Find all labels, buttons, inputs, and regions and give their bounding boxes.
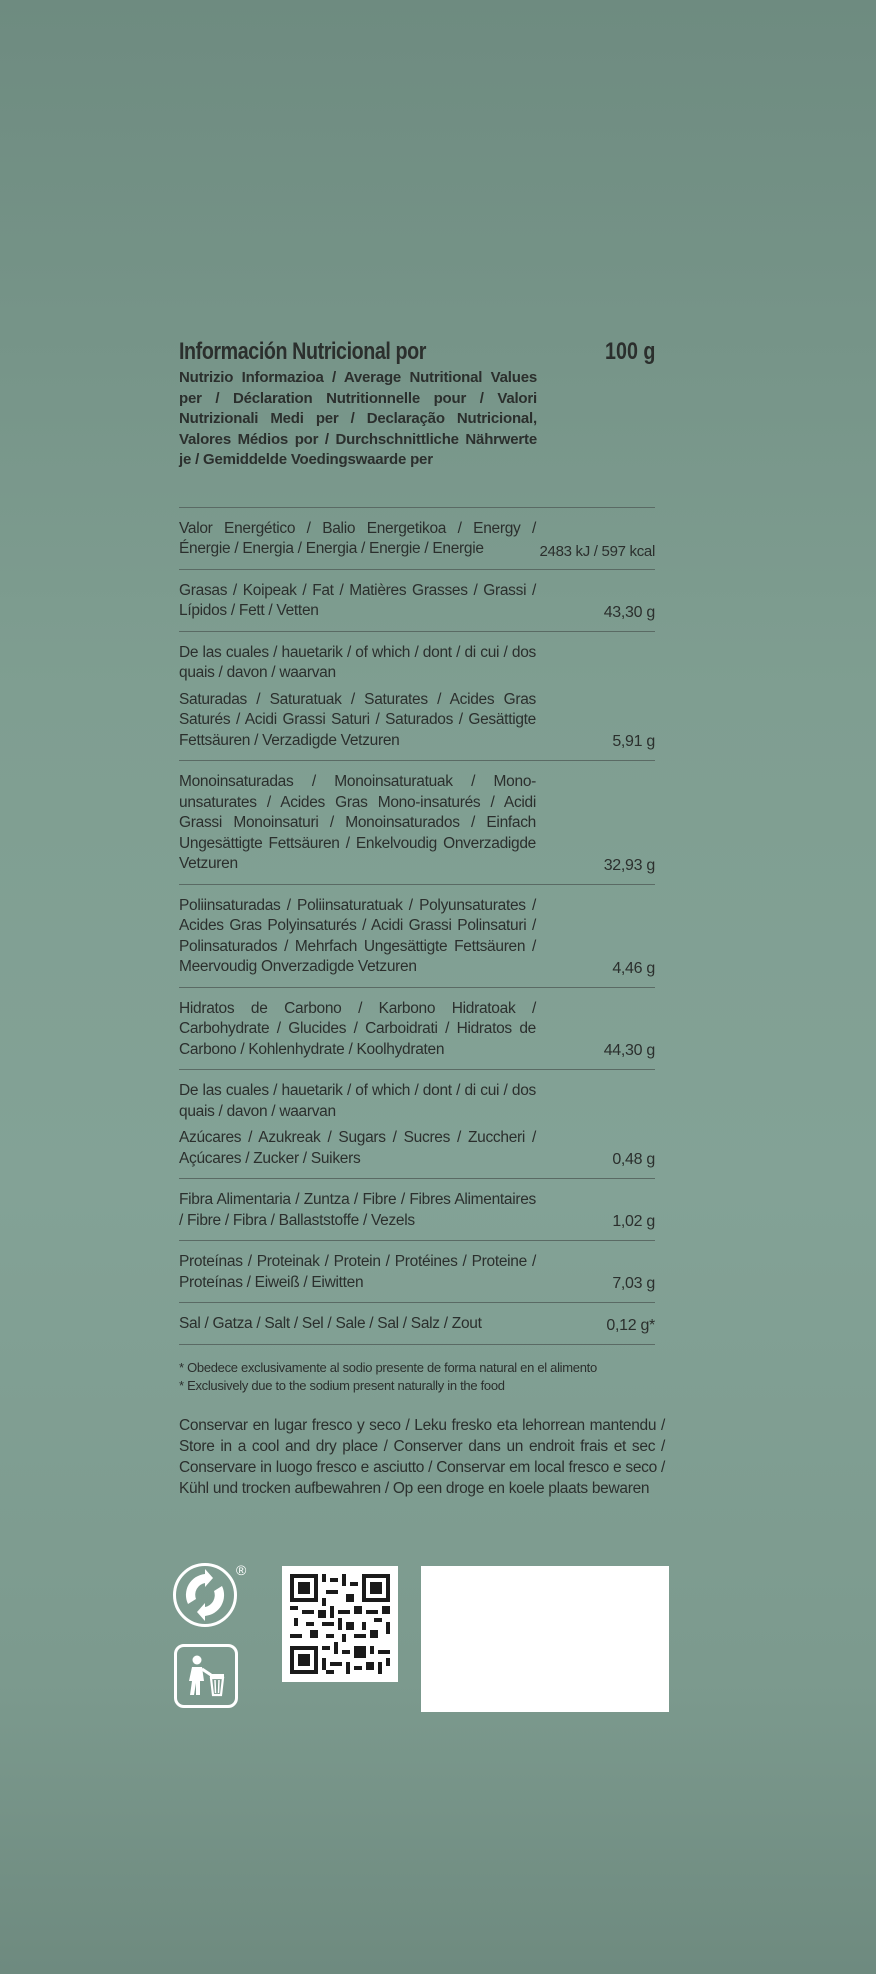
- row-sugars: [179, 1070, 655, 1179]
- row-label: Monoinsaturadas / Monoinsaturatuak / Mono-unsaturates / Acides Gras Mono-insaturés / Acidi Grassi Monoinsaturi / Monoinsaturados / Einfach Ungesättigte Fettsäuren / Enkelvoudig Onverzadigde Vetzuren: [179, 773, 536, 872]
- row-value: 43,30 g: [603, 603, 655, 621]
- row-saturates: [179, 632, 655, 762]
- nutrition-header: [179, 338, 655, 471]
- row-label: Valor Energético / Balio Energetikoa / Energy / Énergie / Energia / Energia / Energie / Energie: [179, 519, 536, 557]
- footnotes: [179, 1359, 655, 1395]
- row-value: 44,30 g: [603, 1042, 655, 1059]
- row-value: 2483 kJ / 597 kcal: [539, 542, 655, 560]
- nutrition-panel: [179, 338, 665, 1499]
- row-label: Poliinsaturadas / Poliinsaturatuak / Polyunsaturates / Acides Gras Polyinsaturés / Acidi Grassi Polinsaturi / Polinsaturados / Mehrfach Ungesättigte Fettsäuren / Meervoudig Onverzadigde Vetzuren: [179, 896, 536, 975]
- row-label: Grasas / Koipeak / Fat / Matières Grasses / Grassi / Lípidos / Fett / Vetten: [179, 581, 536, 619]
- row-monounsaturates: [179, 761, 655, 885]
- row-label: Sal / Gatza / Salt / Sel / Sale / Sal / Salz / Zout: [179, 1315, 482, 1332]
- green-dot-recycling-icon: [173, 1563, 237, 1627]
- nutrition-table: [179, 507, 655, 1345]
- footnote: * Exclusively due to the sodium present naturally in the food: [179, 1377, 505, 1393]
- row-fibre: [179, 1179, 655, 1241]
- row-energy: [179, 508, 655, 570]
- row-value: 4,46 g: [612, 959, 655, 977]
- registered-mark: ®: [236, 1562, 247, 1578]
- reference-amount: 100 g: [604, 338, 655, 365]
- row-value: 1,02 g: [612, 1213, 655, 1230]
- row-sublabel: Saturadas / Saturatuak / Saturates / Acides Gras Saturés / Acidi Grassi Saturi / Saturados / Gesättigte Fettsäuren / Verzadigde Vetzuren: [179, 690, 536, 749]
- row-value: 0,48 g: [612, 1151, 655, 1168]
- nutrition-subtitle: Nutrizio Informazioa / Average Nutritional Values per / Déclaration Nutritionnelle pour / Valori Nutrizionali Medi per / Declaração Nutricional, Valores Médios por / Durchschnittliche Nährwerte je / Gemiddelde Voedingswaarde per: [179, 369, 537, 468]
- row-salt: [179, 1303, 655, 1345]
- row-protein: [179, 1241, 655, 1303]
- qr-code[interactable]: [282, 1566, 398, 1682]
- row-label: Proteínas / Proteinak / Protein / Protéines / Proteine / Proteínas / Eiweiß / Eiwitten: [179, 1253, 536, 1291]
- row-label: Fibra Alimentaria / Zuntza / Fibre / Fibres Alimentaires / Fibre / Fibra / Ballaststoffe / Vezels: [179, 1191, 536, 1229]
- row-value: 5,91 g: [612, 733, 655, 750]
- row-sublabel: Azúcares / Azukreak / Sugars / Sucres / Zuccheri / Açúcares / Zucker / Suikers: [179, 1129, 536, 1167]
- storage-instructions: Conservar en lugar fresco y seco / Leku fresko eta lehorrean mantendu / Store in a cool and dry place / Conserver dans un endroit frais et sec / Conservare in luogo fresco e asciutto / Conservar em local fresco e seco / Kühl und trocken aufbewahren / Op een droge en koele plaats bewaren: [179, 1416, 665, 1497]
- row-carbohydrate: [179, 988, 655, 1071]
- footnote: * Obedece exclusivamente al sodio presente de forma natural en el alimento: [179, 1359, 597, 1375]
- row-value: 7,03 g: [612, 1275, 655, 1292]
- row-polyunsaturates: [179, 885, 655, 988]
- row-fat: [179, 570, 655, 632]
- row-label: De las cuales / hauetarik / of which / dont / di cui / dos quais / davon / waarvan: [179, 643, 536, 681]
- row-label: Hidratos de Carbono / Karbono Hidratoak / Carbohydrate / Glucides / Carboidrati / Hidratos de Carbono / Kohlenhydrate / Koolhydraten: [179, 999, 536, 1058]
- nutrition-title: Información Nutricional por: [179, 338, 426, 365]
- blank-label-area: [421, 1566, 669, 1712]
- row-label: De las cuales / hauetarik / of which / dont / di cui / dos quais / davon / waarvan: [179, 1082, 536, 1120]
- row-value: 0,12 g*: [606, 1316, 655, 1334]
- tidyman-bin-icon: [174, 1644, 238, 1708]
- row-value: 32,93 g: [603, 856, 655, 874]
